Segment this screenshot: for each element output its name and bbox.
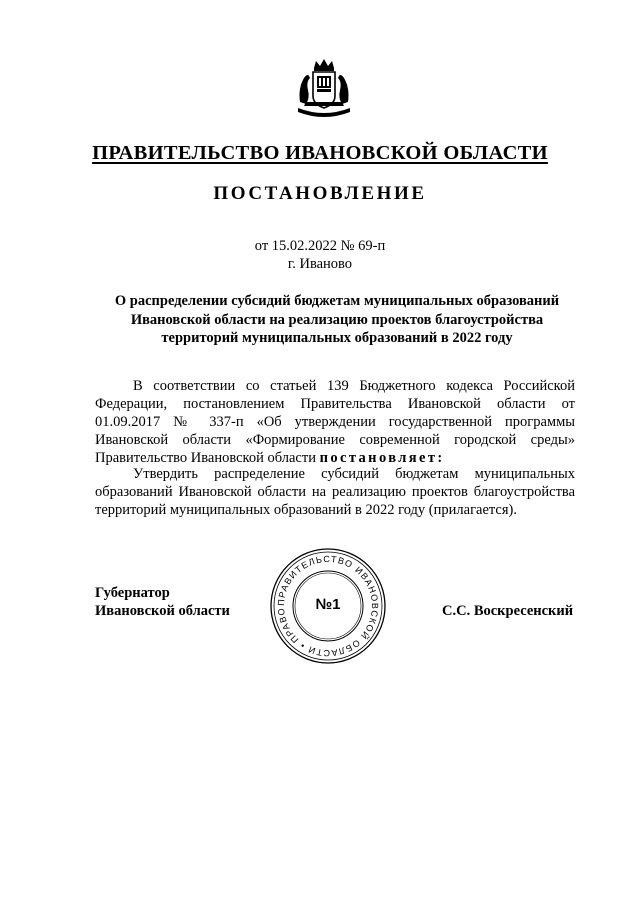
body-paragraph	[95, 377, 575, 467]
coat-of-arms-icon	[296, 58, 352, 120]
document-city: г. Иваново	[287, 256, 353, 272]
document-type: ПОСТАНОВЛЕНИЕ	[213, 183, 427, 204]
document-date-number: от 15.02.2022 № 69-п	[254, 238, 386, 254]
paragraph-text: В соответствии со статьей 139 Бюджетного кодекса Российской Федерации, постановлением Правительства Ивановской области от 01.09.2017 № 337-п «Об утверждении государственной программы Ивановской области «Формирование современной городской среды» Правительство Ивановской области	[95, 378, 575, 466]
stamp-ring-text: ПРАВИТЕЛЬСТВО ИВАНОВСКОЙ ОБЛАСТИ • ПРАВО	[275, 553, 381, 659]
subject-line: О распределении субсидий бюджетам муниципальных образований	[114, 293, 560, 309]
body-paragraph	[95, 465, 575, 519]
signatory-name: С.С. Воскресенский	[442, 603, 574, 619]
stamp-icon	[268, 546, 388, 666]
subject-line: Ивановской области на реализацию проектов благоустройства	[130, 311, 544, 328]
document-subject	[96, 292, 578, 348]
paragraph-text: Утвердить распределение субсидий бюджетам муниципальных образований Ивановской области на реализацию проектов благоустройства территорий муниципальных образований в 2022 году (прилагается).	[95, 466, 575, 518]
position-line: Губернатор	[95, 585, 170, 601]
position-line: Ивановской области	[95, 603, 230, 619]
resolution-keyword: постановляет:	[319, 450, 445, 466]
organization-title: ПРАВИТЕЛЬСТВО ИВАНОВСКОЙ ОБЛАСТИ	[92, 142, 548, 164]
subject-line: территорий муниципальных образований в 2022 году	[161, 330, 513, 346]
signatory-position	[95, 584, 230, 620]
stamp-number: №1	[315, 596, 341, 613]
